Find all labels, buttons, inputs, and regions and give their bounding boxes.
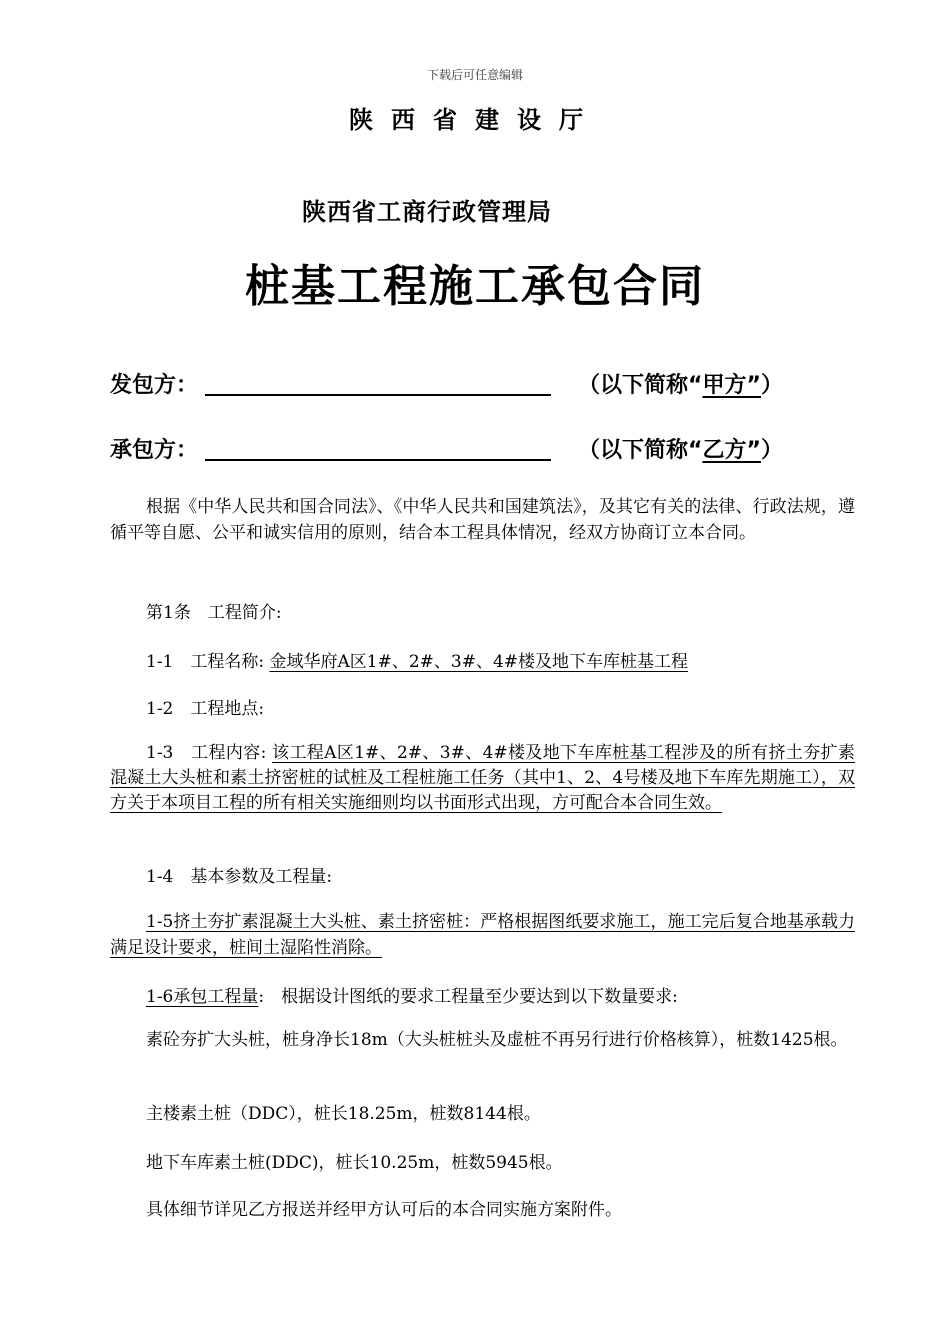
party-b-note-suffix: ） xyxy=(760,438,783,463)
item-1-6-label: 1-6承包工程量 xyxy=(146,987,259,1007)
item-1-1 xyxy=(146,647,688,672)
party-b-short-name: 乙方” xyxy=(702,438,761,463)
item-1-1-label: 1-1 工程名称: xyxy=(146,652,270,672)
item-1-6 xyxy=(146,982,678,1007)
party-b-note-prefix: （以下简称“ xyxy=(578,438,703,463)
item-1-3-label: 1-3 工程内容: xyxy=(146,743,273,763)
party-a-label: 发包方： xyxy=(110,373,199,398)
issuing-department-2: 陕西省工商行政管理局 xyxy=(302,197,552,226)
party-a-short-name: 甲方” xyxy=(702,373,761,398)
party-b-blank-line xyxy=(205,459,551,461)
party-b-note xyxy=(578,433,783,464)
issuing-department-1: 陕西省建设厅 xyxy=(349,105,601,134)
item-1-5-value: 1-5挤土夯扩素混凝土大头桩、素土挤密桩：严格根据图纸要求施工，施工完后复合地基承载力满足设计要求，桩间土湿陷性消除。 xyxy=(110,912,855,958)
item-1-5 xyxy=(110,909,855,961)
item-1-6-value: : 根据设计图纸的要求工程量至少要达到以下数量要求: xyxy=(258,987,678,1007)
article-1-heading: 第1条 工程简介: xyxy=(146,603,282,623)
header-note: 下载后可任意编辑 xyxy=(426,68,523,82)
quantity-item-1: 素砼夯扩大头桩，桩身净长18m（大头桩桩头及虚桩不再另行进行价格核算），桩数1425根。 xyxy=(146,1030,848,1050)
item-1-4: 1-4 基本参数及工程量: xyxy=(146,867,333,887)
item-1-3 xyxy=(110,741,855,816)
party-a-note xyxy=(578,368,783,399)
quantity-item-4: 具体细节详见乙方报送并经甲方认可后的本合同实施方案附件。 xyxy=(146,1200,622,1220)
party-b-label: 承包方： xyxy=(110,438,199,463)
document-title: 桩基工程施工承包合同 xyxy=(245,261,705,312)
party-a-note-prefix: （以下简称“ xyxy=(578,373,703,398)
party-a-note-suffix: ） xyxy=(760,373,783,398)
item-1-2: 1-2 工程地点: xyxy=(146,699,265,719)
intro-paragraph: 根据《中华人民共和国合同法》、《中华人民共和国建筑法》，及其它有关的法律、行政法规，遵循平等自愿、公平和诚实信用的原则，结合本工程具体情况，经双方协商订立本合同。 xyxy=(110,497,855,543)
party-a-blank-line xyxy=(205,394,551,396)
quantity-item-3: 地下车库素土桩(DDC)，桩长10.25m，桩数5945根。 xyxy=(146,1153,563,1173)
item-1-3-value: 该工程A区1#、2#、3#、4#楼及地下车库桩基工程涉及的所有挤土夯扩素混凝土大头桩和素土挤密桩的试桩及工程桩施工任务（其中1、2、4号楼及地下车库先期施工），双方关于本项目工程的所有相关实施细则均以书面形式出现，方可配合本合同生效。 xyxy=(110,743,855,813)
item-1-1-value: 金域华府A区1#、2#、3#、4#楼及地下车库桩基工程 xyxy=(269,652,689,672)
quantity-item-2: 主楼素土桩（DDC），桩长18.25m，桩数8144根。 xyxy=(146,1104,541,1124)
